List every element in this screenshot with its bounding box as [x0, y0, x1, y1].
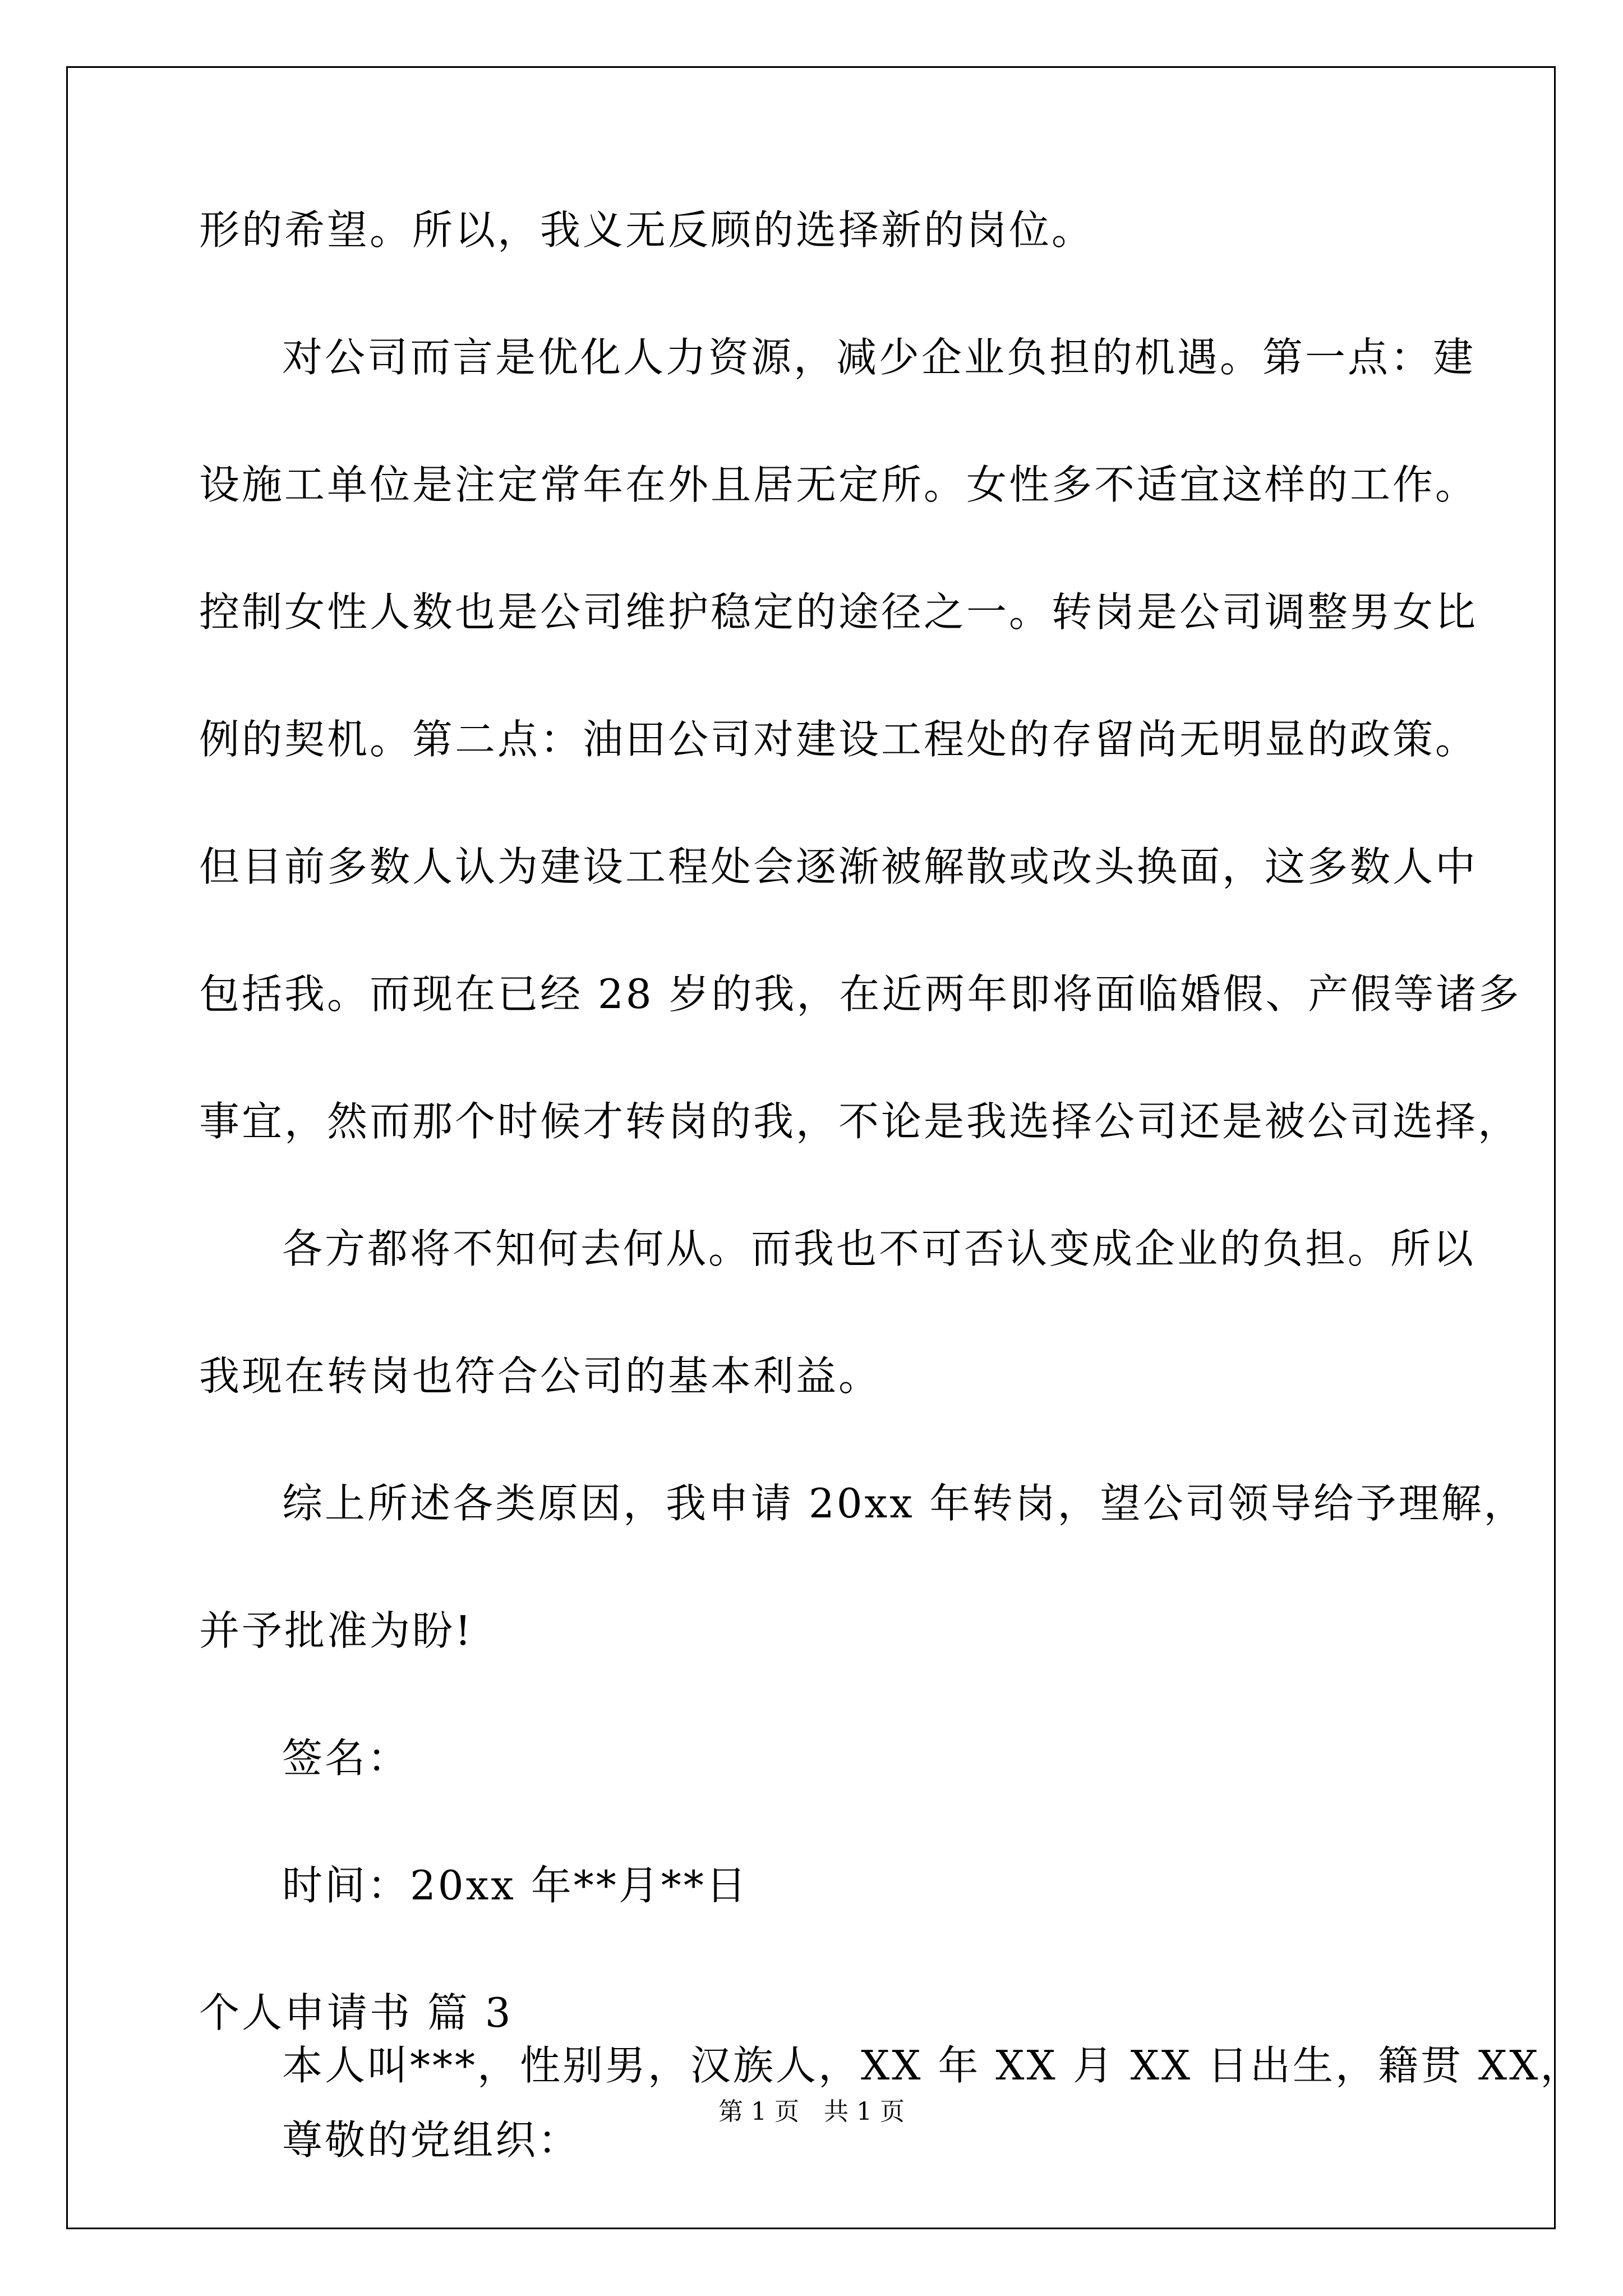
text-line: 例的契机。第二点：油田公司对建设工程处的存留尚无明显的政策。: [199, 716, 1478, 763]
text-line: 控制女性人数也是公司维护稳定的途径之一。转岗是公司调整男女比: [199, 588, 1478, 636]
text-line: 事宜，然而那个时候才转岗的我，不论是我选择公司还是被公司选择，: [199, 1098, 1521, 1145]
section-heading: 个人申请书 篇 3: [199, 1989, 513, 2036]
text-line: 包括我。而现在已经 28 岁的我，在近两年即将面临婚假、产假等诸多: [199, 970, 1521, 1018]
signature-label: 签名：: [282, 1734, 411, 1782]
page-number: 第 1 页: [718, 2097, 799, 2126]
text-line: 我现在转岗也符合公司的基本利益。: [199, 1352, 882, 1400]
text-line: 各方都将不知何去何从。而我也不可否认变成企业的负担。所以: [282, 1225, 1476, 1272]
text-line: 形的希望。所以，我义无反顾的选择新的岗位。: [199, 206, 1095, 254]
page-total: 共 1 页: [824, 2097, 905, 2126]
text-line: 综上所述各类原因，我申请 20xx 年转岗，望公司领导给予理解，: [282, 1480, 1527, 1527]
text-line: 对公司而言是优化人力资源，减少企业负担的机遇。第一点：建: [282, 334, 1476, 381]
date-label: 时间：20xx 年**月**日: [282, 1862, 749, 1909]
page-footer: [0, 2095, 1623, 2129]
text-line: 并予批准为盼!: [199, 1607, 473, 1654]
salutation: 尊敬的党组织：: [282, 2116, 581, 2164]
text-line: 设施工单位是注定常年在外且居无定所。女性多不适宜这样的工作。: [199, 461, 1478, 508]
text-line: 但目前多数人认为建设工程处会逐渐被解散或改头换面，这多数人中: [199, 843, 1478, 890]
text-line: 本人叫***，性别男，汉族人，XX 年 XX 月 XX 日出生，籍贯 XX，: [282, 2042, 1583, 2089]
